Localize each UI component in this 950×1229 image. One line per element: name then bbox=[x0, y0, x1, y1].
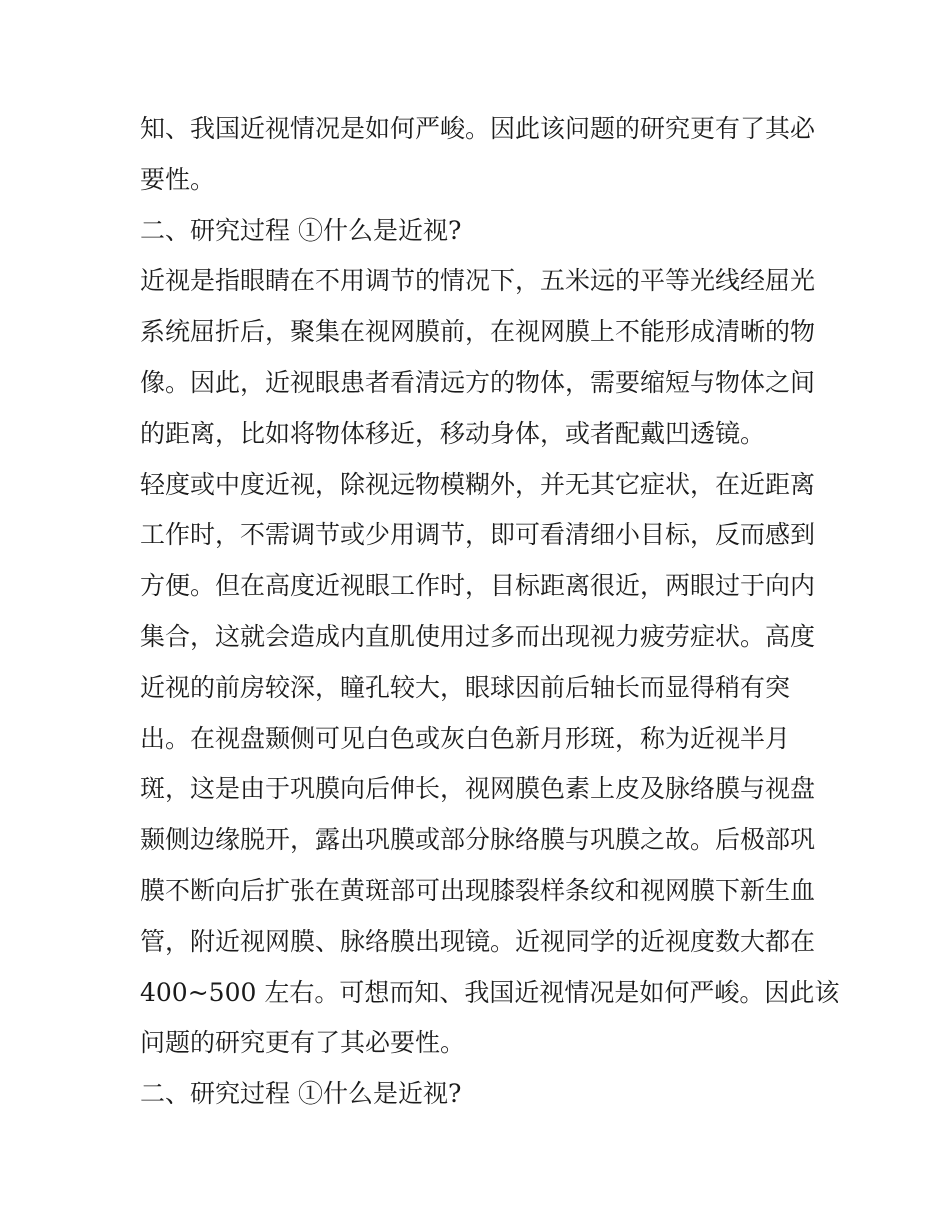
text-line: 知、我国近视情况是如何严峻。因此该问题的研究更有了其必 bbox=[140, 114, 816, 143]
text-line: 系统屈折后，聚集在视网膜前，在视网膜上不能形成清晰的物 bbox=[140, 317, 816, 347]
text-line: 要性。 bbox=[140, 164, 216, 194]
text-line: 的距离，比如将物体移近，移动身体，或者配戴凹透镜。 bbox=[140, 418, 766, 448]
text-line: 颞侧边缘脱开，露出巩膜或部分脉络膜与巩膜之故。后极部巩 bbox=[140, 825, 816, 855]
text-line: 像。因此，近视眼患者看清远方的物体，需要缩短与物体之间 bbox=[140, 367, 816, 397]
section-heading: 二、研究过程 ①什么是近视? bbox=[140, 1079, 462, 1109]
text-line: 集合，这就会造成内直肌使用过多而出现视力疲劳症状。高度 bbox=[140, 621, 816, 651]
text-line: 工作时，不需调节或少用调节，即可看清细小目标，反而感到 bbox=[140, 520, 816, 550]
text-line: 管，附近视网膜、脉络膜出现镜。近视同学的近视度数大都在 bbox=[140, 926, 816, 956]
text-line: 方便。但在高度近视眼工作时，目标距离很近，两眼过于向内 bbox=[140, 571, 816, 601]
text-line: 斑，这是由于巩膜向后伸长，视网膜色素上皮及脉络膜与视盘 bbox=[140, 774, 816, 804]
text-line: 400~500 左右。可想而知、我国近视情况是如何严峻。因此该 bbox=[140, 977, 840, 1007]
text-line: 近视是指眼睛在不用调节的情况下，五米远的平等光线经屈光 bbox=[140, 266, 816, 296]
text-line: 轻度或中度近视，除视远物模糊外，并无其它症状，在近距离 bbox=[140, 469, 816, 499]
text-line: 问题的研究更有了其必要性。 bbox=[140, 1028, 466, 1058]
section-heading: 二、研究过程 ①什么是近视? bbox=[140, 215, 462, 245]
text-line: 出。在视盘颞侧可见白色或灰白色新月形斑，称为近视半月 bbox=[140, 723, 791, 753]
text-line: 膜不断向后扩张在黄斑部可出现膝裂样条纹和视网膜下新生血 bbox=[140, 875, 816, 905]
text-line: 近视的前房较深，瞳孔较大，眼球因前后轴长而显得稍有突 bbox=[140, 672, 791, 702]
body-text bbox=[140, 104, 840, 1120]
